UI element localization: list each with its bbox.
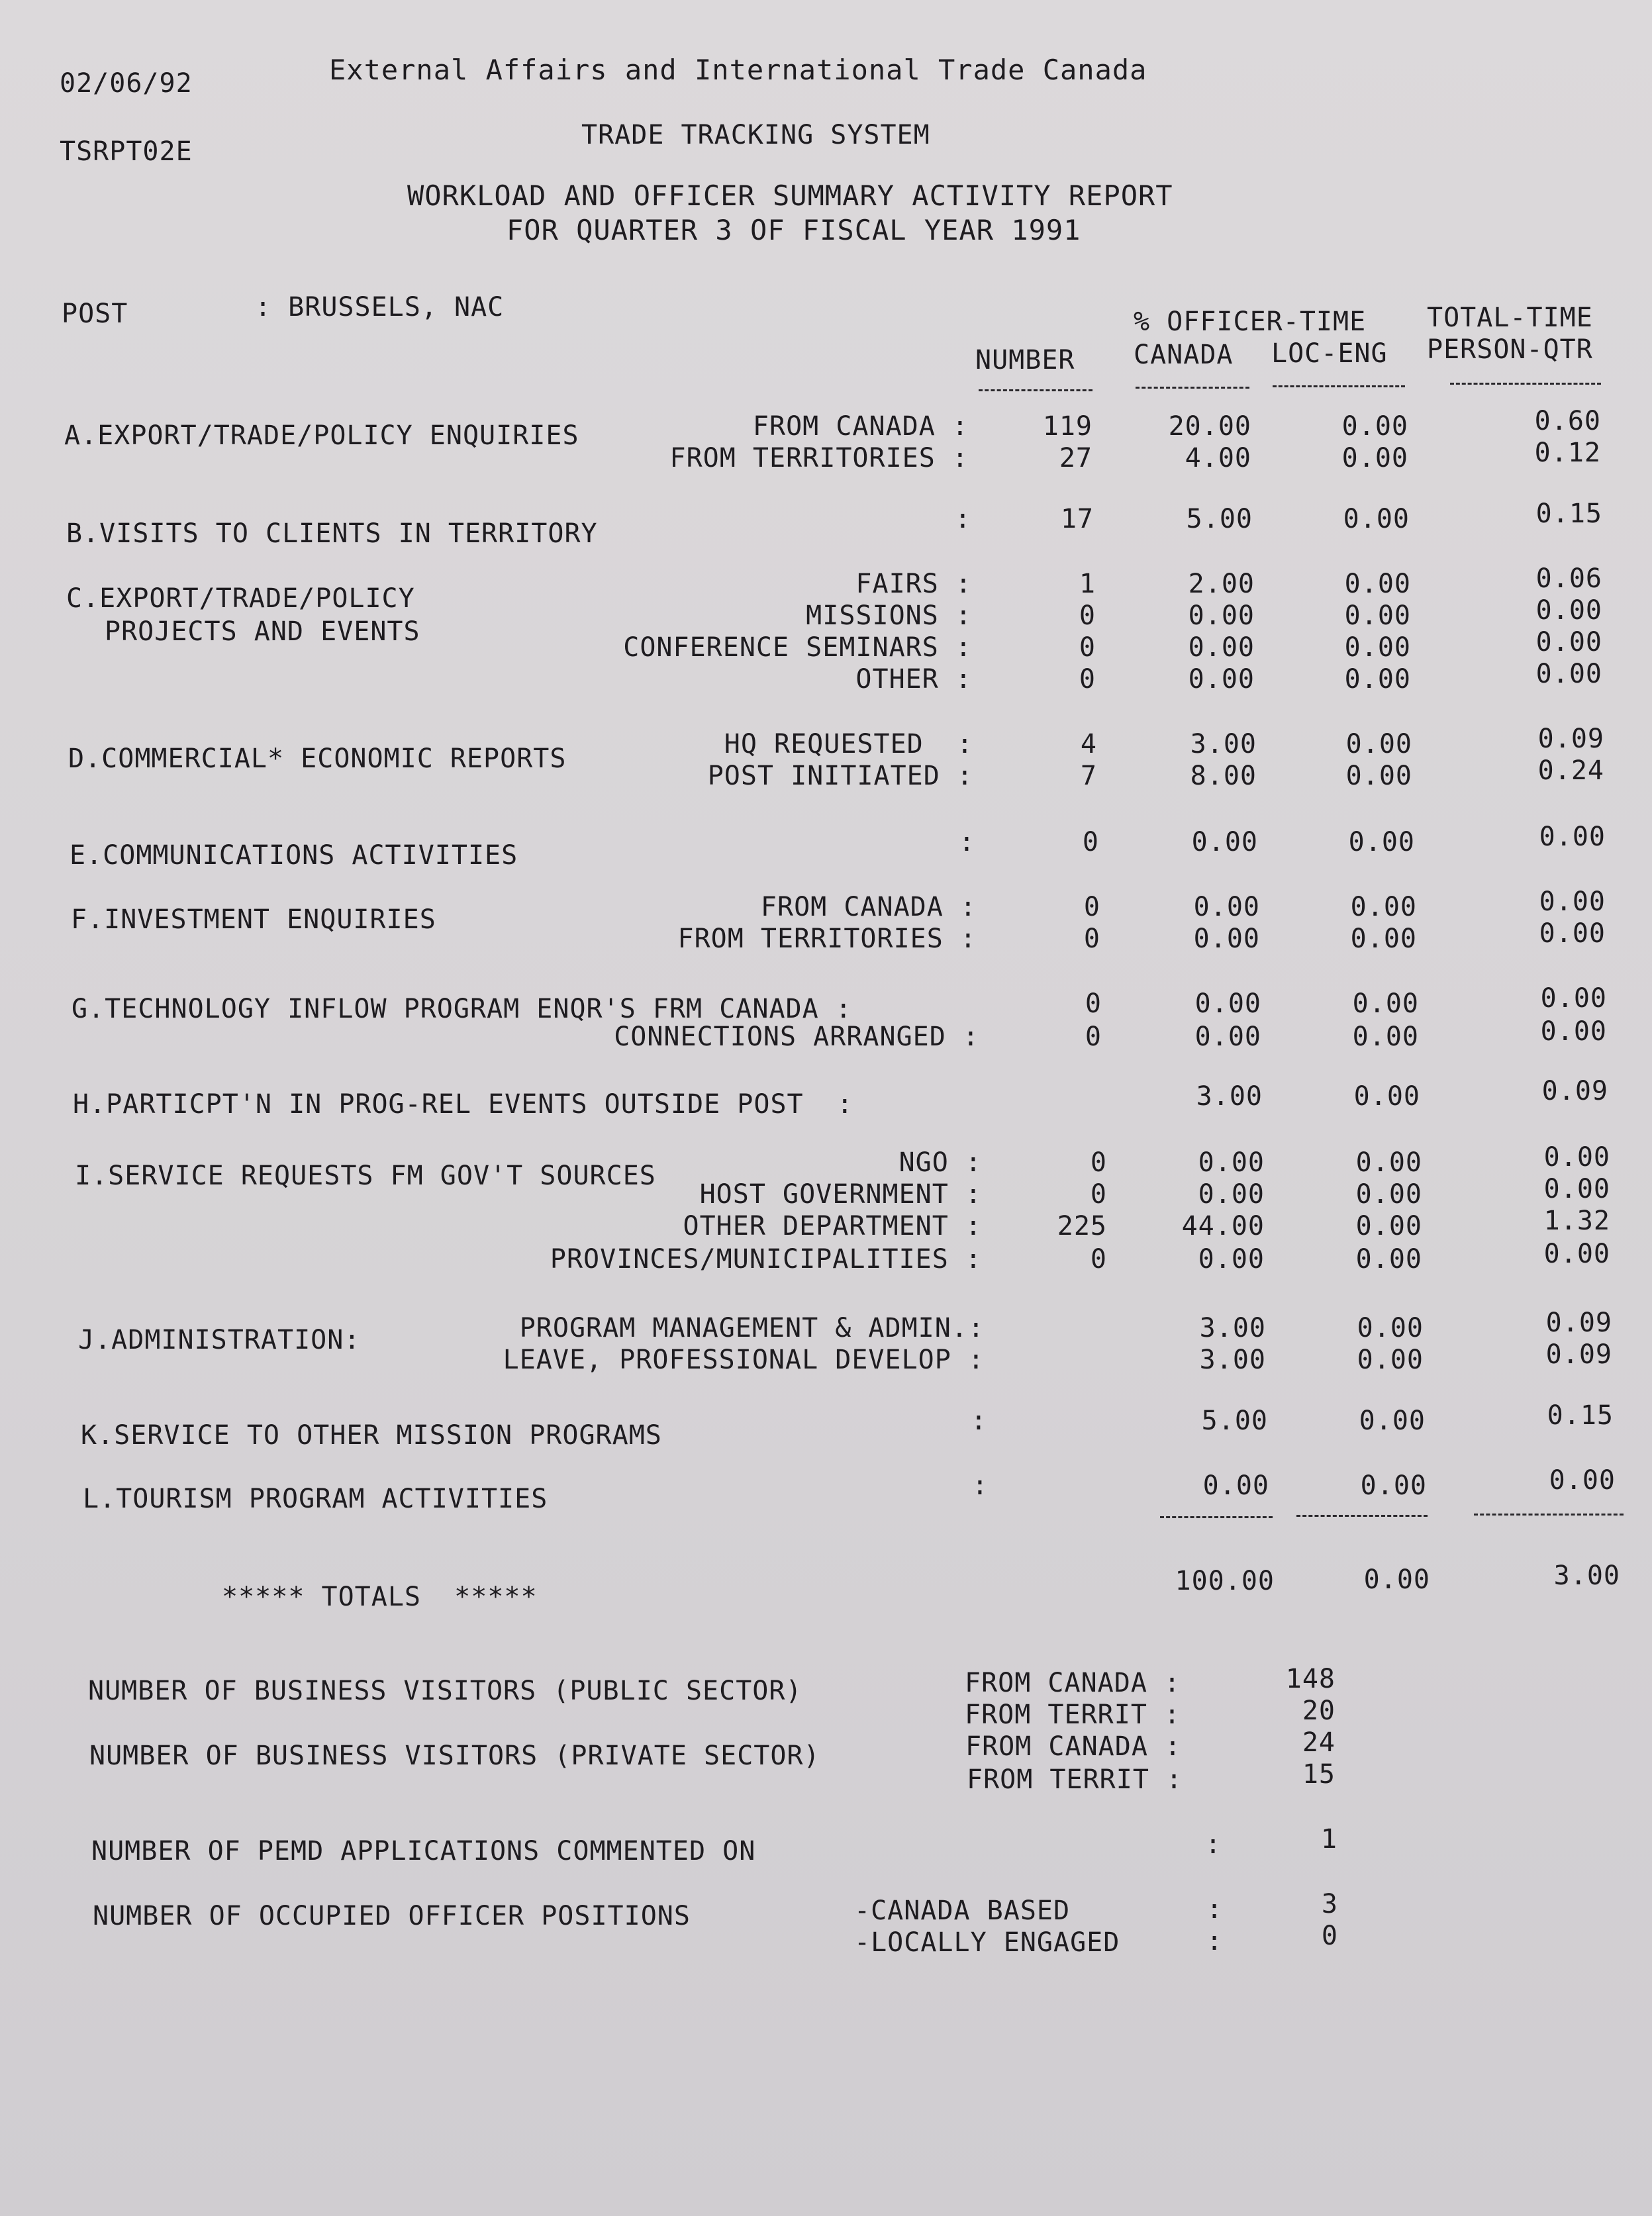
locally-engaged-label: -LOCALLY ENGAGED [854,1927,1120,1958]
report-subtitle: FOR QUARTER 3 OF FISCAL YEAR 1991 [507,214,1081,246]
public-from-territ-label: FROM TERRIT : [965,1700,1181,1730]
private-visitors-label: NUMBER OF BUSINESS VISITORS (PRIVATE SECTOR) [89,1741,820,1771]
column-group-total-time: TOTAL-TIME [1427,303,1593,333]
section-a-title: A.EXPORT/TRADE/POLICY ENQUIRIES [64,420,579,451]
report-date: 02/06/92 [60,68,193,99]
section-f-title: F.INVESTMENT ENQUIRIES [71,904,436,935]
pemd-colon: : [1205,1829,1222,1860]
column-underline [1273,385,1405,387]
section-c-title-line2: PROJECTS AND EVENTS [105,616,420,647]
column-header-number: NUMBER [975,345,1075,375]
public-from-canada-value: 148 [1285,1664,1336,1694]
totals-separator [1474,1514,1624,1516]
report-id: TSRPT02E [60,136,193,167]
totals-label: ***** TOTALS ***** [222,1582,538,1612]
post-value: : BRUSSELS, NAC [255,292,505,322]
totals-person-qtr: 3.00 [1553,1561,1620,1591]
locally-engaged-value: 0 [1321,1921,1338,1951]
public-from-territ-value: 20 [1302,1696,1336,1726]
totals-loc-eng: 0.00 [1363,1565,1430,1595]
column-group-officer-time: % OFFICER-TIME [1134,307,1367,337]
post-label: POST [62,299,128,329]
section-b-title: B.VISITS TO CLIENTS IN TERRITORY [66,518,598,549]
column-underline [1136,387,1249,389]
locally-engaged-colon: : [1206,1926,1224,1956]
canada-based-colon: : [1206,1894,1224,1925]
column-header-person-qtr: PERSON-QTR [1427,334,1593,365]
section-c-title: C.EXPORT/TRADE/POLICY [66,583,415,614]
column-header-canada: CANADA [1134,340,1234,370]
canada-based-value: 3 [1321,1889,1338,1919]
section-h-title: H.PARTICPT'N IN PROG-REL EVENTS OUTSIDE POST : [73,1089,853,1120]
public-from-canada-label: FROM CANADA : [965,1668,1181,1698]
column-underline [979,389,1093,391]
section-l-title: L.TOURISM PROGRAM ACTIVITIES [83,1484,548,1514]
column-header-loc-eng: LOC-ENG [1271,338,1388,369]
canada-based-label: -CANADA BASED [854,1896,1071,1926]
totals-separator [1296,1515,1428,1517]
positions-label: NUMBER OF OCCUPIED OFFICER POSITIONS [93,1901,691,1931]
section-e-title: E.COMMUNICATIONS ACTIVITIES [70,840,518,871]
private-from-canada-value: 24 [1302,1727,1336,1758]
section-i-title: I.SERVICE REQUESTS FM GOV'T SOURCES [75,1161,656,1191]
private-from-canada-label: FROM CANADA : [965,1731,1182,1762]
pemd-label: NUMBER OF PEMD APPLICATIONS COMMENTED ON [91,1836,756,1866]
section-k-title: K.SERVICE TO OTHER MISSION PROGRAMS [81,1420,662,1451]
totals-canada: 100.00 [1175,1566,1275,1596]
section-g-title: G.TECHNOLOGY INFLOW PROGRAM ENQR'S FRM CANADA : [72,994,852,1024]
report-page: 02/06/92 External Affairs and International Trade Canada TSRPT02E TRADE TRACKING SYSTEM WORKLOAD AND OFFICER SUMMARY ACTIVITY REPORT FOR QUARTER 3 OF FISCAL YEAR 1991 POST : BRUSSELS, NAC % OFFICER-TIME TOTAL-TIME NUMBER CANADA LOC-ENG PERSON-QTR A.EXPORT/TRADE/POLICY ENQUIRIES B.VISITS TO CLIENTS IN TERRITORY C.EXPORT/TRADE/POLICY PROJECTS AND EVENTS D.COMMERCIAL* ECONOMIC REPORTS E.COMMUNICATIONS ACTIVITIES F.INVESTMENT ENQUIRIES G.TECHNOLOGY INFLOW PROGRAM ENQR'S FRM CANADA : H.PARTICPT'N IN PROG-REL EVENTS OUTSIDE POST : I.SERVICE REQUESTS FM GOV'T SOURCES J.ADMINISTRATION: K.SERVICE TO OTHER MISSION PROGRAMS L.TOURISM PROGRAM ACTIVITIES FROM CANADA : 119 20.00 0.00 0.60 FROM TERRITORIES : 27 4.00 0.00 0.12 : 17 5.00 0.00 0.15 FAIRS : 1 2.00 0.00 0.06 MISSIONS : 0 0.00 0.00 0.00 CONFERENCE SEMINARS : 0 0.00 0.00 0.00 OTHER : 0 0.00 0.00 0.00 HQ REQUESTED : 4 3.00 0.00 0.09 POST INITIATED : 7 8.00 0.00 0.24 : 0 0.00 0.00 0.00 FROM CANADA : 0 0.00 0.00 0.00 FROM TERRITORIES : 0 0.00 0.00 0.00 0 0.00 0.00 0.00 CONNECTIONS ARRANGED : 0 0.00 0.00 0.00 3.00 0.00 0.09 NGO : 0 0.00 0.00 0.00 HOST GOVERNMENT : 0 0.00 0.00 0.00 OTHER DEPARTMENT : 225 44.00 0.00 1.32 PROVINCES/MUNICIPALITIES : 0 0.00 0.00 0.00 PROGRAM MANAGEMENT & ADMIN.: 3.00 0.00 0.09 LEAVE, PROFESSIONAL DEVELOP : 3.00 0.00 0.09 : 5.00 0.00 0.15 : 0.00 0.00 0.00 ***** TOTALS ***** 100.00 0.00 3.00 NUMBER OF BUSINESS VISITORS (PUBLIC SECTOR) FROM CANADA : FROM TERRIT : 148 20 NUMBER OF BUSINESS VISITORS (PRIVATE SECTOR) FROM CANADA : FROM TERRIT : 24 15 NUMBER OF PEMD APPLICATIONS COMMENTED ON : 1 NUMBER OF OCCUPIED OFFICER POSITIONS -CANADA BASED -LOCALLY ENGAGED : : 3 0 [0,0,1652,2216]
public-visitors-label: NUMBER OF BUSINESS VISITORS (PUBLIC SECTOR) [88,1676,802,1706]
column-underline [1450,383,1601,385]
private-from-territ-value: 15 [1302,1759,1336,1790]
system-name: TRADE TRACKING SYSTEM [581,120,930,150]
report-title: WORKLOAD AND OFFICER SUMMARY ACTIVITY REPORT [407,179,1173,212]
totals-separator [1160,1516,1273,1518]
section-j-title: J.ADMINISTRATION: [78,1325,361,1355]
section-d-title: D.COMMERCIAL* ECONOMIC REPORTS [68,744,567,774]
pemd-value: 1 [1320,1824,1337,1855]
private-from-territ-label: FROM TERRIT : [967,1764,1183,1795]
organization-name: External Affairs and International Trade Canada [329,54,1147,86]
